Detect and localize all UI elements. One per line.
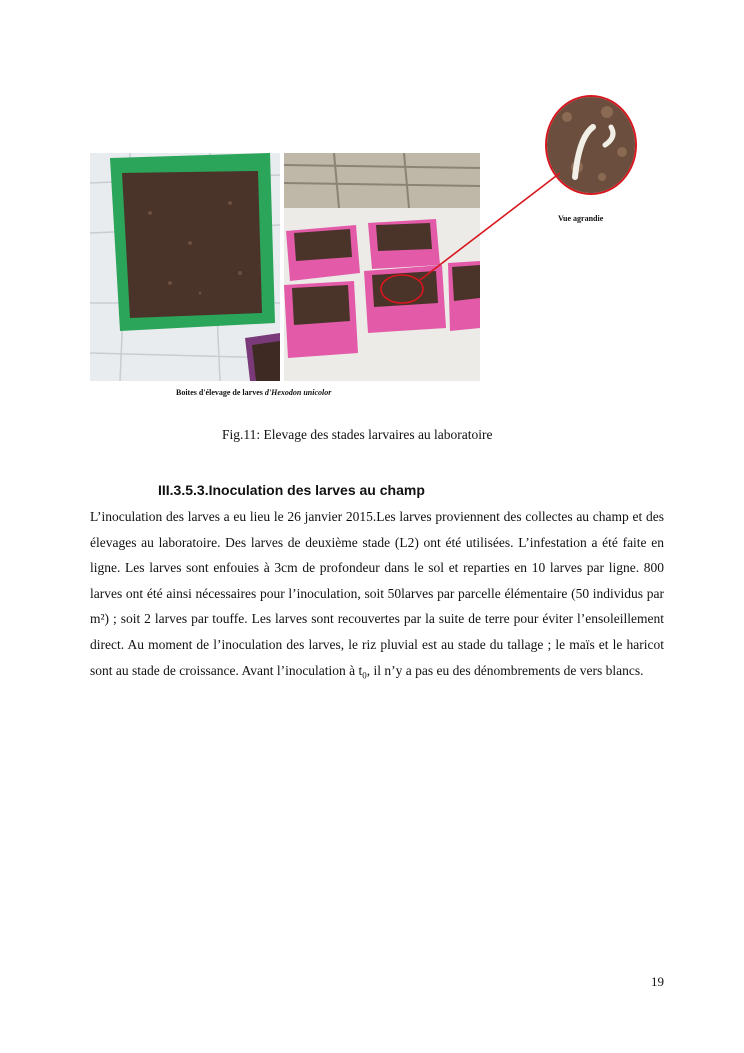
figure xyxy=(90,95,660,410)
paragraph-subscript: 0 xyxy=(362,670,367,681)
zoom-connector-line xyxy=(90,95,660,410)
paragraph-end: , il n’y a pas eu des dénombrements de vers blancs. xyxy=(366,662,644,678)
page-number: 19 xyxy=(651,974,664,989)
zoom-label: Vue agrandie xyxy=(558,214,604,223)
photo-caption xyxy=(176,388,331,397)
paragraph-main: L’inoculation des larves a eu lieu le 26 janvier 2015.Les larves proviennent des collectes au champ et des élevages au laboratoire. Des larves de deuxième stade (L2) ont été utilisées. L’infestation a été faite en ligne. Les larves sont enfouies à 3cm de profondeur dans le sol et reparties en 10 larves par ligne. 800 larves ont été ainsi nécessaires pour l’inoculation, soit 50larves par parcelle élémentaire (50 individus par m²) ; soit 2 larves par touffe. Les larves sont recouvertes par la suite de terre pour éviter l’ensoleillement direct. Au moment de l’inoculation des larves, le riz pluvial est au stade du tallage ; le maïs et le haricot sont au stade de croissance. Avant l’inoculation à t xyxy=(90,509,664,678)
photo-caption-prefix: Boites d'élevage de larves xyxy=(176,388,265,397)
body-paragraph xyxy=(90,504,664,689)
section-title: III.3.5.3.Inoculation des larves au champ xyxy=(158,482,425,498)
photo-caption-species: d'Hexodon unicolor xyxy=(264,388,332,397)
figure-caption: Fig.11: Elevage des stades larvaires au laboratoire xyxy=(222,427,493,442)
